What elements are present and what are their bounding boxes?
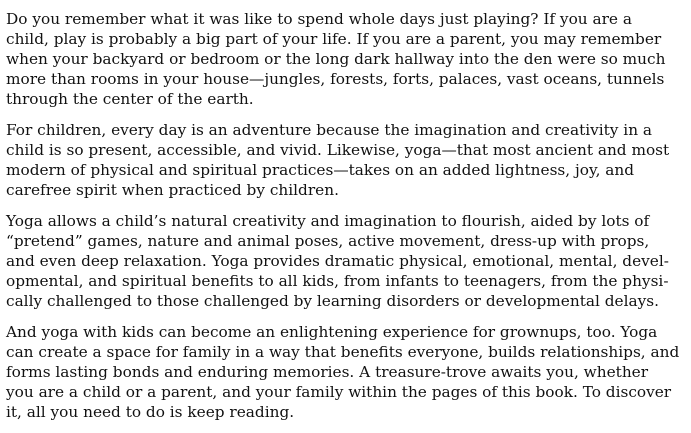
text-line: you are a child or a parent, and your family within the pages of this book. To discover (6, 383, 672, 401)
text-line: when your backyard or bedroom or the long dark hallway into the den were so much (6, 50, 666, 68)
document-page (6, 9, 688, 433)
text-line: Do you remember what it was like to spend whole days just playing? If you are a (6, 10, 632, 28)
text-line: can create a space for family in a way that benefits everyone, builds relationships, and (6, 343, 680, 361)
text-line: more than rooms in your house—jungles, forests, forts, palaces, vast oceans, tunnels (6, 70, 665, 88)
text-line: And yoga with kids can become an enlightening experience for grownups, too. Yoga (6, 323, 658, 341)
text-line: modern of physical and spiritual practices—takes on an added lightness, joy, and (6, 161, 635, 179)
text-line: Yoga allows a child’s natural creativity and imagination to flourish, aided by lots of (6, 212, 650, 230)
text-line: child is so present, accessible, and vivid. Likewise, yoga—that most ancient and most (6, 141, 670, 159)
text-line: opmental, and spiritual benefits to all kids, from infants to teenagers, from the physi- (6, 272, 669, 290)
text-line: cally challenged to those challenged by learning disorders or developmental delays. (6, 292, 659, 310)
text-line: forms lasting bonds and enduring memories. A treasure-trove awaits you, whether (6, 363, 649, 381)
text-line: through the center of the earth. (6, 90, 254, 108)
text-line: “pretend” games, nature and animal poses, active movement, dress-up with props, (6, 232, 650, 250)
text-line: carefree spirit when practiced by children. (6, 181, 339, 199)
text-line: child, play is probably a big part of your life. If you are a parent, you may remember (6, 30, 662, 48)
text-line: For children, every day is an adventure because the imagination and creativity in a (6, 121, 653, 139)
paragraph-1 (6, 9, 688, 109)
paragraph-4 (6, 322, 688, 422)
paragraph-3 (6, 211, 688, 311)
paragraph-2 (6, 120, 688, 200)
text-line: it, all you need to do is keep reading. (6, 403, 295, 421)
text-line: and even deep relaxation. Yoga provides dramatic physical, emotional, mental, devel- (6, 252, 669, 270)
